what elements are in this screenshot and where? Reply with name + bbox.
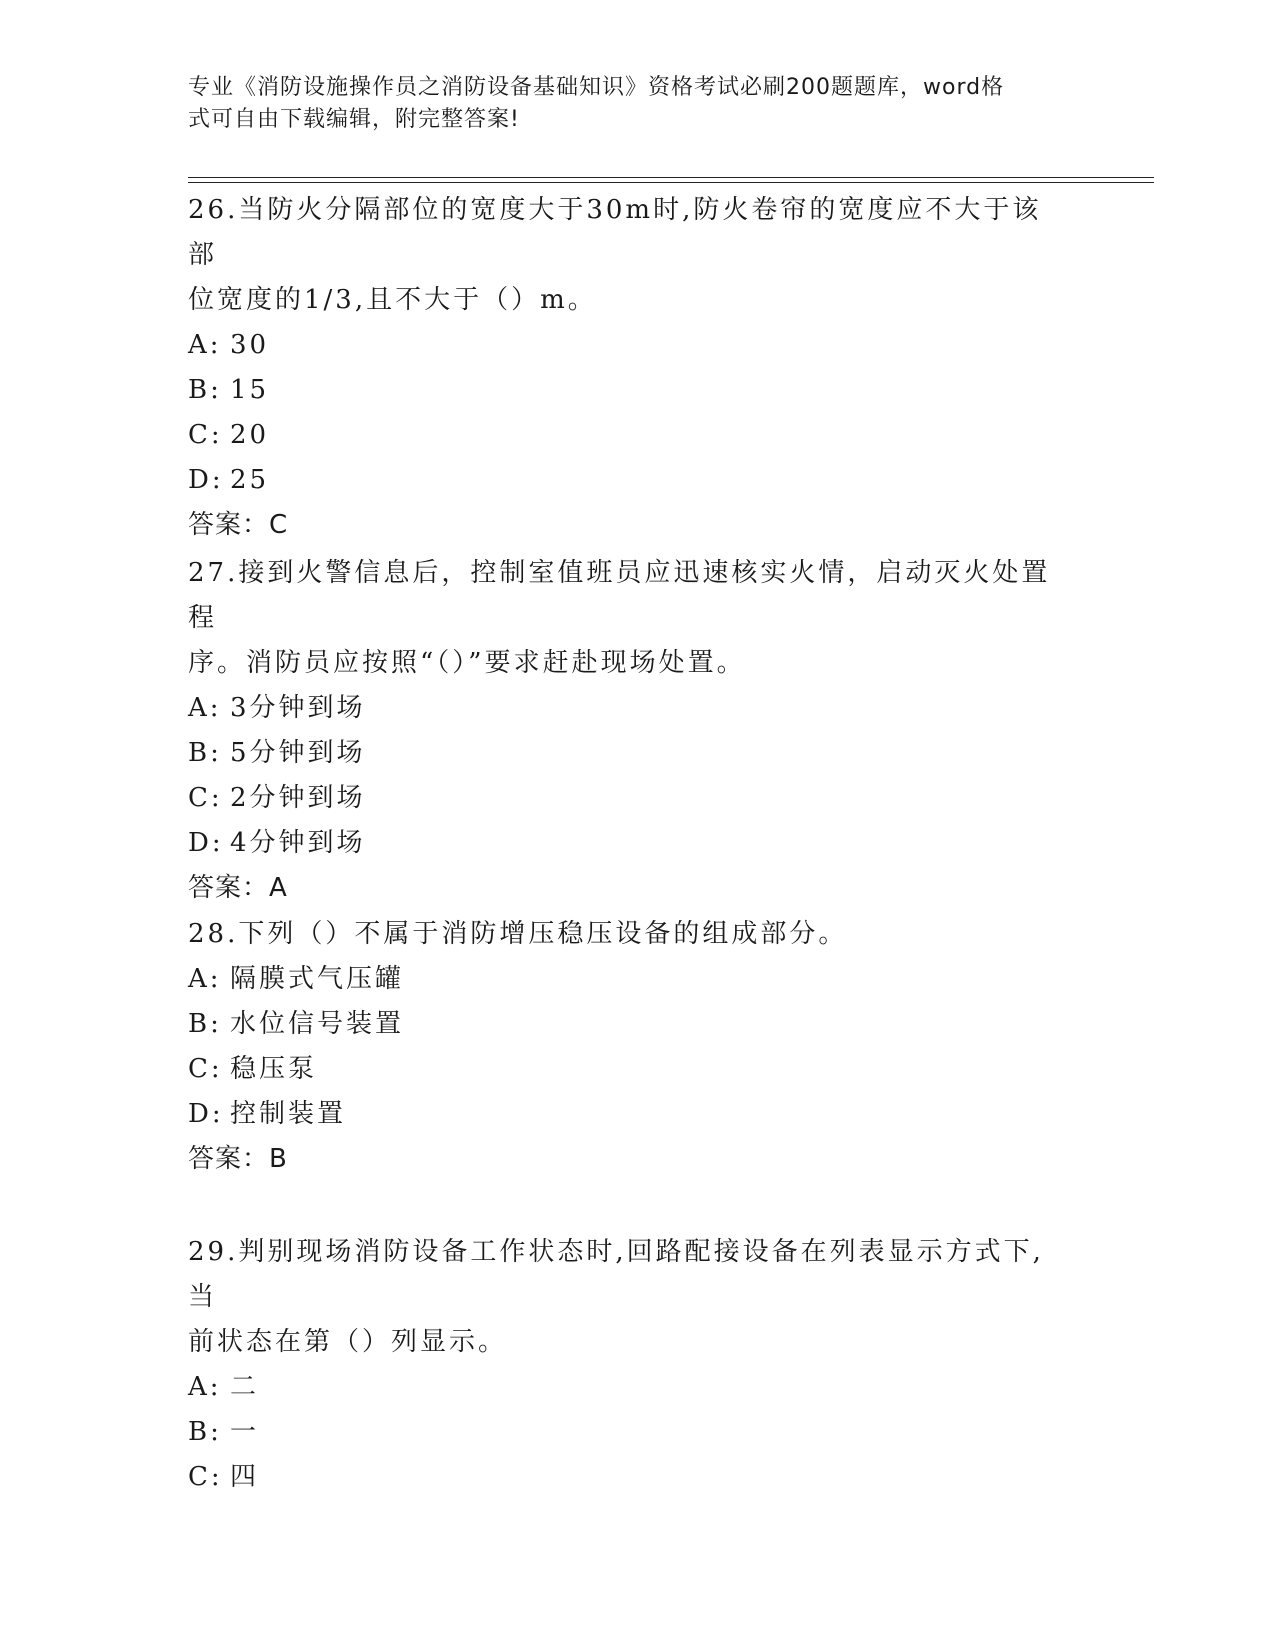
option-letter: D: [188,465,224,495]
option-letter: B: [188,1009,222,1039]
option-b [188,1410,1068,1455]
option-text: 30 [230,330,270,360]
option-c [188,1047,1068,1092]
option-text: 稳压泵 [230,1054,318,1084]
option-c [188,413,1068,458]
option-letter: B: [188,375,222,405]
option-b [188,731,1068,776]
answer-line: 答案：B [188,1144,288,1174]
option-c [188,776,1068,821]
header-line-1: 专业《消防设施操作员之消防设备基础知识》资格考试必刷200题题库，word格 [188,75,1005,100]
option-d [188,458,1068,503]
option-text: 2分钟到场 [230,783,366,813]
option-text: 二 [230,1372,260,1402]
option-a [188,323,1068,368]
option-letter: C: [188,1462,223,1492]
option-d [188,821,1068,866]
option-letter: D: [188,828,224,858]
option-a [188,957,1068,1002]
option-letter: C: [188,1054,223,1084]
question-stem: 前状态在第（）列显示。 [188,1327,508,1357]
option-text: 四 [230,1462,260,1492]
question-stem: 27.接到火警信息后，控制室值班员应迅速核实火情，启动灭火处置程 [188,558,1051,633]
option-text: 5分钟到场 [230,738,366,768]
document-header [188,72,1068,136]
option-letter: B: [188,1417,222,1447]
option-text: 一 [230,1417,260,1447]
option-letter: C: [188,420,223,450]
option-text: 控制装置 [230,1099,347,1129]
answer-line: 答案：C [188,510,289,540]
option-letter: D: [188,1099,224,1129]
option-b [188,1002,1068,1047]
option-text: 隔膜式气压罐 [230,964,405,994]
option-text: 4分钟到场 [230,828,366,858]
question-28 [188,912,1068,1182]
option-letter: A: [188,330,222,360]
option-text: 3分钟到场 [230,693,366,723]
question-stem: 28.下列（）不属于消防增压稳压设备的组成部分。 [188,919,848,949]
option-letter: B: [188,738,222,768]
option-b [188,368,1068,413]
header-line-2: 式可自由下载编辑，附完整答案! [188,107,520,132]
option-letter: A: [188,1372,222,1402]
question-stem: 序。消防员应按照“（）”要求赶赴现场处置。 [188,648,746,678]
question-29 [188,1230,1068,1500]
option-letter: A: [188,964,222,994]
question-27 [188,551,1068,911]
option-a [188,686,1068,731]
option-text: 水位信号装置 [230,1009,405,1039]
option-c [188,1455,1068,1500]
header-divider-bottom [188,182,1154,183]
option-a [188,1365,1068,1410]
question-stem: 29.判别现场消防设备工作状态时,回路配接设备在列表显示方式下,当 [188,1237,1044,1312]
option-d [188,1092,1068,1137]
header-divider-top [188,177,1154,178]
answer-line: 答案：A [188,873,288,903]
option-letter: A: [188,693,222,723]
question-stem: 26.当防火分隔部位的宽度大于30m时,防火卷帘的宽度应不大于该部 [188,195,1042,270]
option-text: 15 [230,375,270,405]
option-text: 25 [230,465,270,495]
option-text: 20 [230,420,270,450]
question-26 [188,188,1068,548]
question-stem: 位宽度的1/3,且不大于（）m。 [188,285,597,315]
option-letter: C: [188,783,223,813]
